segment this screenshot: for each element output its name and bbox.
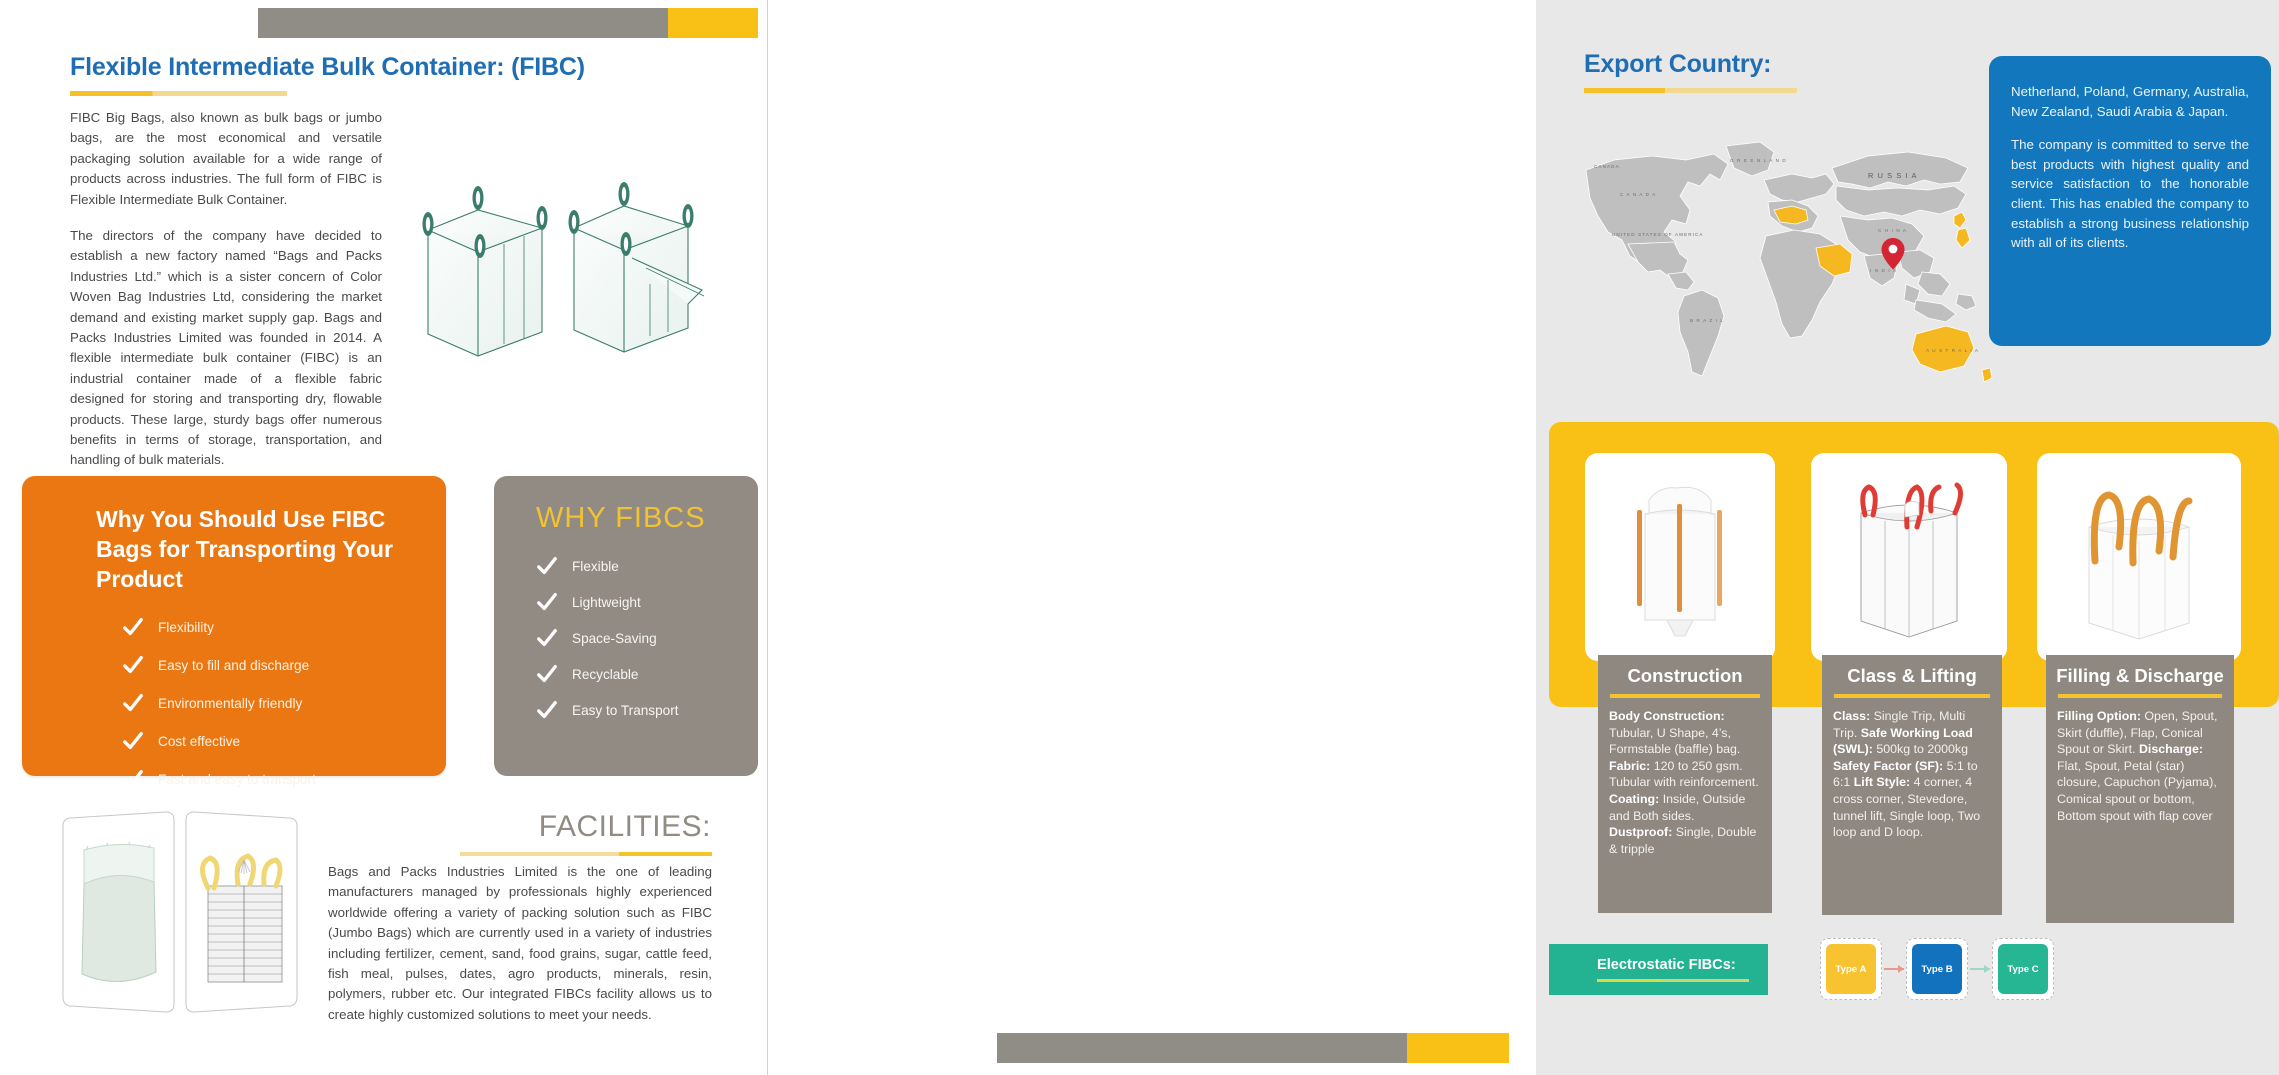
arrow-a-to-b-icon <box>1884 968 1904 970</box>
bottom-bar-yellow-segment <box>1407 1033 1509 1063</box>
check-icon <box>536 699 558 721</box>
list-item <box>122 616 416 638</box>
info-value: Tubular, U Shape, 4’s, Formstable (baffle) bag. <box>1609 725 1741 757</box>
info-value: 4 corner, 4 cross corner, Stevedore, tunnel lift, Single loop, Two loop and D loop. <box>1833 775 1981 840</box>
check-icon <box>536 663 558 685</box>
info-value: Single Trip, Multi Trip. <box>1833 709 1966 740</box>
list-item <box>122 730 416 752</box>
map-label-china: C H I N A <box>1878 228 1908 233</box>
info-line <box>1833 775 1980 839</box>
type-a-box[interactable]: Type A <box>1826 944 1876 994</box>
check-icon <box>536 627 558 649</box>
export-country-title: Export Country: <box>1584 50 1772 78</box>
facilities-text: Bags and Packs Industries Limited is the one of leading manufacturers managed by professionals highly experienced worldwide offering a variety of packing solution such as FIBC (Jumbo Bags) which are currently used in a variety of industries including fertilizer, cement, sand, food grains, sugar, cattle feed, fish meal, pulses, dates, agro products, minerals, resin, polymers, rubber etc. Our integrated FIBCs facility allows us to create highly customized solutions to meet your needs. <box>328 864 712 1022</box>
left-page <box>0 0 768 1075</box>
info-value: Flat, Spout, Petal (star) closure, Capuchon (Pyjama), Comical spout or bottom, Bottom spout with flap cover <box>2057 758 2217 823</box>
why-fibcs-card <box>494 476 758 776</box>
info-label: Discharge: <box>2138 742 2204 757</box>
map-label-greenland: G R E E N L A N D <box>1730 158 1787 163</box>
info-value: 500kg to 2000kg <box>1872 742 1968 757</box>
list-item <box>536 591 758 613</box>
info-label: Dustproof: <box>1609 825 1673 840</box>
info-line <box>1609 792 1745 823</box>
round-bulk-bag <box>82 842 156 982</box>
info-column-construction <box>1598 655 1772 913</box>
list-item-label: Fast and easy to transport <box>158 771 316 787</box>
list-item <box>122 692 416 714</box>
list-item-label: Cost effective <box>158 733 241 749</box>
info-label: Coating: <box>1609 791 1660 806</box>
bottom-decorative-bar <box>997 1033 1509 1063</box>
product-photo-card-construction <box>1585 453 1775 661</box>
facility-bag-photos <box>58 804 310 1019</box>
benefits-list <box>52 616 416 790</box>
export-title-underline <box>1584 88 1797 93</box>
product-photo-card-filling <box>2037 453 2241 661</box>
electrostatic-types <box>1820 938 2054 1000</box>
intro-paragraph-2: The directors of the company have decided to establish a new factory named “Bags and Packs Industries Ltd.” which is a sister concern of Color Woven Bag Industries Ltd, considering the market demand and existing market supply gap. Bags and Packs Industries Limited was founded in 2014. A flexible intermediate bulk container (FIBC) is an industrial container made of a flexible fabric designed for storing and transporting dry, flowable products. These large, sturdy bags offer numerous benefits in terms of storage, transportation, and handling of bulk materials. <box>70 228 382 468</box>
info-heading: Class & Lifting <box>1847 665 1977 686</box>
map-label-india: I N D I A <box>1870 268 1898 273</box>
info-body <box>1822 698 2002 841</box>
check-icon <box>122 692 144 714</box>
export-countries-text: Netherland, Poland, Germany, Australia, New Zealand, Saudi Arabia & Japan. <box>2011 84 2249 119</box>
info-value: Single, Double & tripple <box>1609 825 1757 856</box>
arrow-b-to-c-icon <box>1970 968 1990 970</box>
info-label: Filling Option: <box>2057 709 2141 723</box>
info-label: Safety Factor (SF): <box>1833 758 1944 773</box>
info-body <box>2046 698 2234 824</box>
title-underline <box>70 91 287 96</box>
map-label-canada: CANADA <box>1594 164 1620 169</box>
export-commitment-text: The company is committed to serve the best products with highest quality and service satisfaction to the honorable client. This has enabled the company to establish a strong business relationship with all of its clients. <box>2011 137 2249 251</box>
page-title: Flexible Intermediate Bulk Container: (FIBC) <box>70 53 585 81</box>
info-column-class-lifting <box>1822 655 2002 915</box>
list-item-label: Easy to fill and discharge <box>158 657 310 673</box>
list-item-label: Flexible <box>572 558 619 574</box>
info-value: 120 to 250 gsm. Tubular with reinforcement. <box>1609 758 1759 790</box>
map-label-brazil: B R A Z I L <box>1690 318 1725 323</box>
list-item <box>122 768 416 790</box>
info-line <box>1609 709 1740 756</box>
top-bar-yellow-segment <box>668 8 758 38</box>
info-line <box>1609 825 1756 856</box>
type-c-slot[interactable] <box>1992 938 2054 1000</box>
list-item-label: Space-Saving <box>572 630 657 646</box>
info-heading: Construction <box>1627 665 1743 686</box>
bottom-bar-grey-segment <box>997 1033 1407 1063</box>
list-item-label: Environmentally friendly <box>158 695 303 711</box>
type-a-slot[interactable] <box>1820 938 1882 1000</box>
why-fibcs-list <box>494 555 758 721</box>
fibc-bag-line-drawing <box>392 172 728 378</box>
list-item <box>122 654 416 676</box>
list-item <box>536 699 758 721</box>
info-value: Inside, Outside and Both sides. <box>1609 791 1746 823</box>
map-label-australia: A U S T R A L I A <box>1926 348 1980 353</box>
right-page <box>768 0 2249 1075</box>
info-label: Body Construction: <box>1609 709 1725 723</box>
facilities-underline <box>460 852 712 856</box>
top-bar-grey-segment <box>258 8 668 38</box>
list-item <box>536 627 758 649</box>
info-label: Fabric: <box>1609 758 1651 773</box>
list-item-label: Lightweight <box>572 594 641 610</box>
check-icon <box>122 654 144 676</box>
list-item <box>536 663 758 685</box>
fibc-bag-red-loops-photo <box>1839 471 1979 643</box>
type-b-slot[interactable] <box>1906 938 1968 1000</box>
info-column-filling-discharge <box>2046 655 2234 923</box>
why-fibcs-title: WHY FIBCS <box>536 502 706 534</box>
map-label-russia: R U S S I A <box>1868 171 1918 180</box>
check-icon <box>122 616 144 638</box>
info-body <box>1598 698 1772 857</box>
info-value: Open, Spout, Skirt (duffle), Flap, Conical Spout or Skirt. <box>2057 709 2218 757</box>
list-item-label: Flexibility <box>158 619 214 635</box>
info-label: Safe Working Load (SWL): <box>1833 725 1973 757</box>
map-label-usa: UNITED STATES OF AMERICA <box>1612 232 1704 237</box>
electrostatic-underline <box>1597 979 1749 982</box>
map-label-canada2: C A N A D A <box>1620 192 1657 197</box>
check-icon <box>536 555 558 577</box>
fibc-bag-orange-seam-photo <box>1615 470 1745 645</box>
info-value: 5:1 to 6:1 <box>1833 758 1978 790</box>
type-c-box[interactable]: Type C <box>1998 944 2048 994</box>
check-icon <box>536 591 558 613</box>
list-item-label: Easy to Transport <box>572 702 679 718</box>
intro-paragraph-1: FIBC Big Bags, also known as bulk bags or jumbo bags, are the most economical and versatile packaging solution available for a wide range of products across industries. The full form of FIBC is Flexible Intermediate Bulk Container. <box>70 110 382 207</box>
woven-bulk-bag <box>202 856 282 982</box>
left-page-title-block <box>70 53 585 96</box>
check-icon <box>122 768 144 790</box>
world-map <box>1568 124 1998 396</box>
list-item <box>536 555 758 577</box>
facilities-title: FACILITIES: <box>538 810 711 843</box>
product-photo-card-lifting <box>1811 453 2007 661</box>
info-label: Class: <box>1833 709 1871 723</box>
electrostatic-label: Electrostatic FIBCs: <box>1597 957 1736 973</box>
fibc-bag-orange-handles-photo <box>2065 471 2213 643</box>
info-line <box>1609 759 1759 790</box>
export-info-card <box>1989 56 2271 346</box>
benefits-card-title: Why You Should Use FIBC Bags for Transporting Your Product <box>96 506 393 592</box>
export-country-title-block <box>1584 50 1797 93</box>
info-label: Lift Style: <box>1853 775 1911 790</box>
benefits-card <box>22 476 446 787</box>
type-b-box[interactable]: Type B <box>1912 944 1962 994</box>
electrostatic-label-bar <box>1549 944 1768 995</box>
list-item-label: Recyclable <box>572 666 639 682</box>
check-icon <box>122 730 144 752</box>
info-heading: Filling & Discharge <box>2056 665 2224 686</box>
top-decorative-bar <box>258 8 758 38</box>
